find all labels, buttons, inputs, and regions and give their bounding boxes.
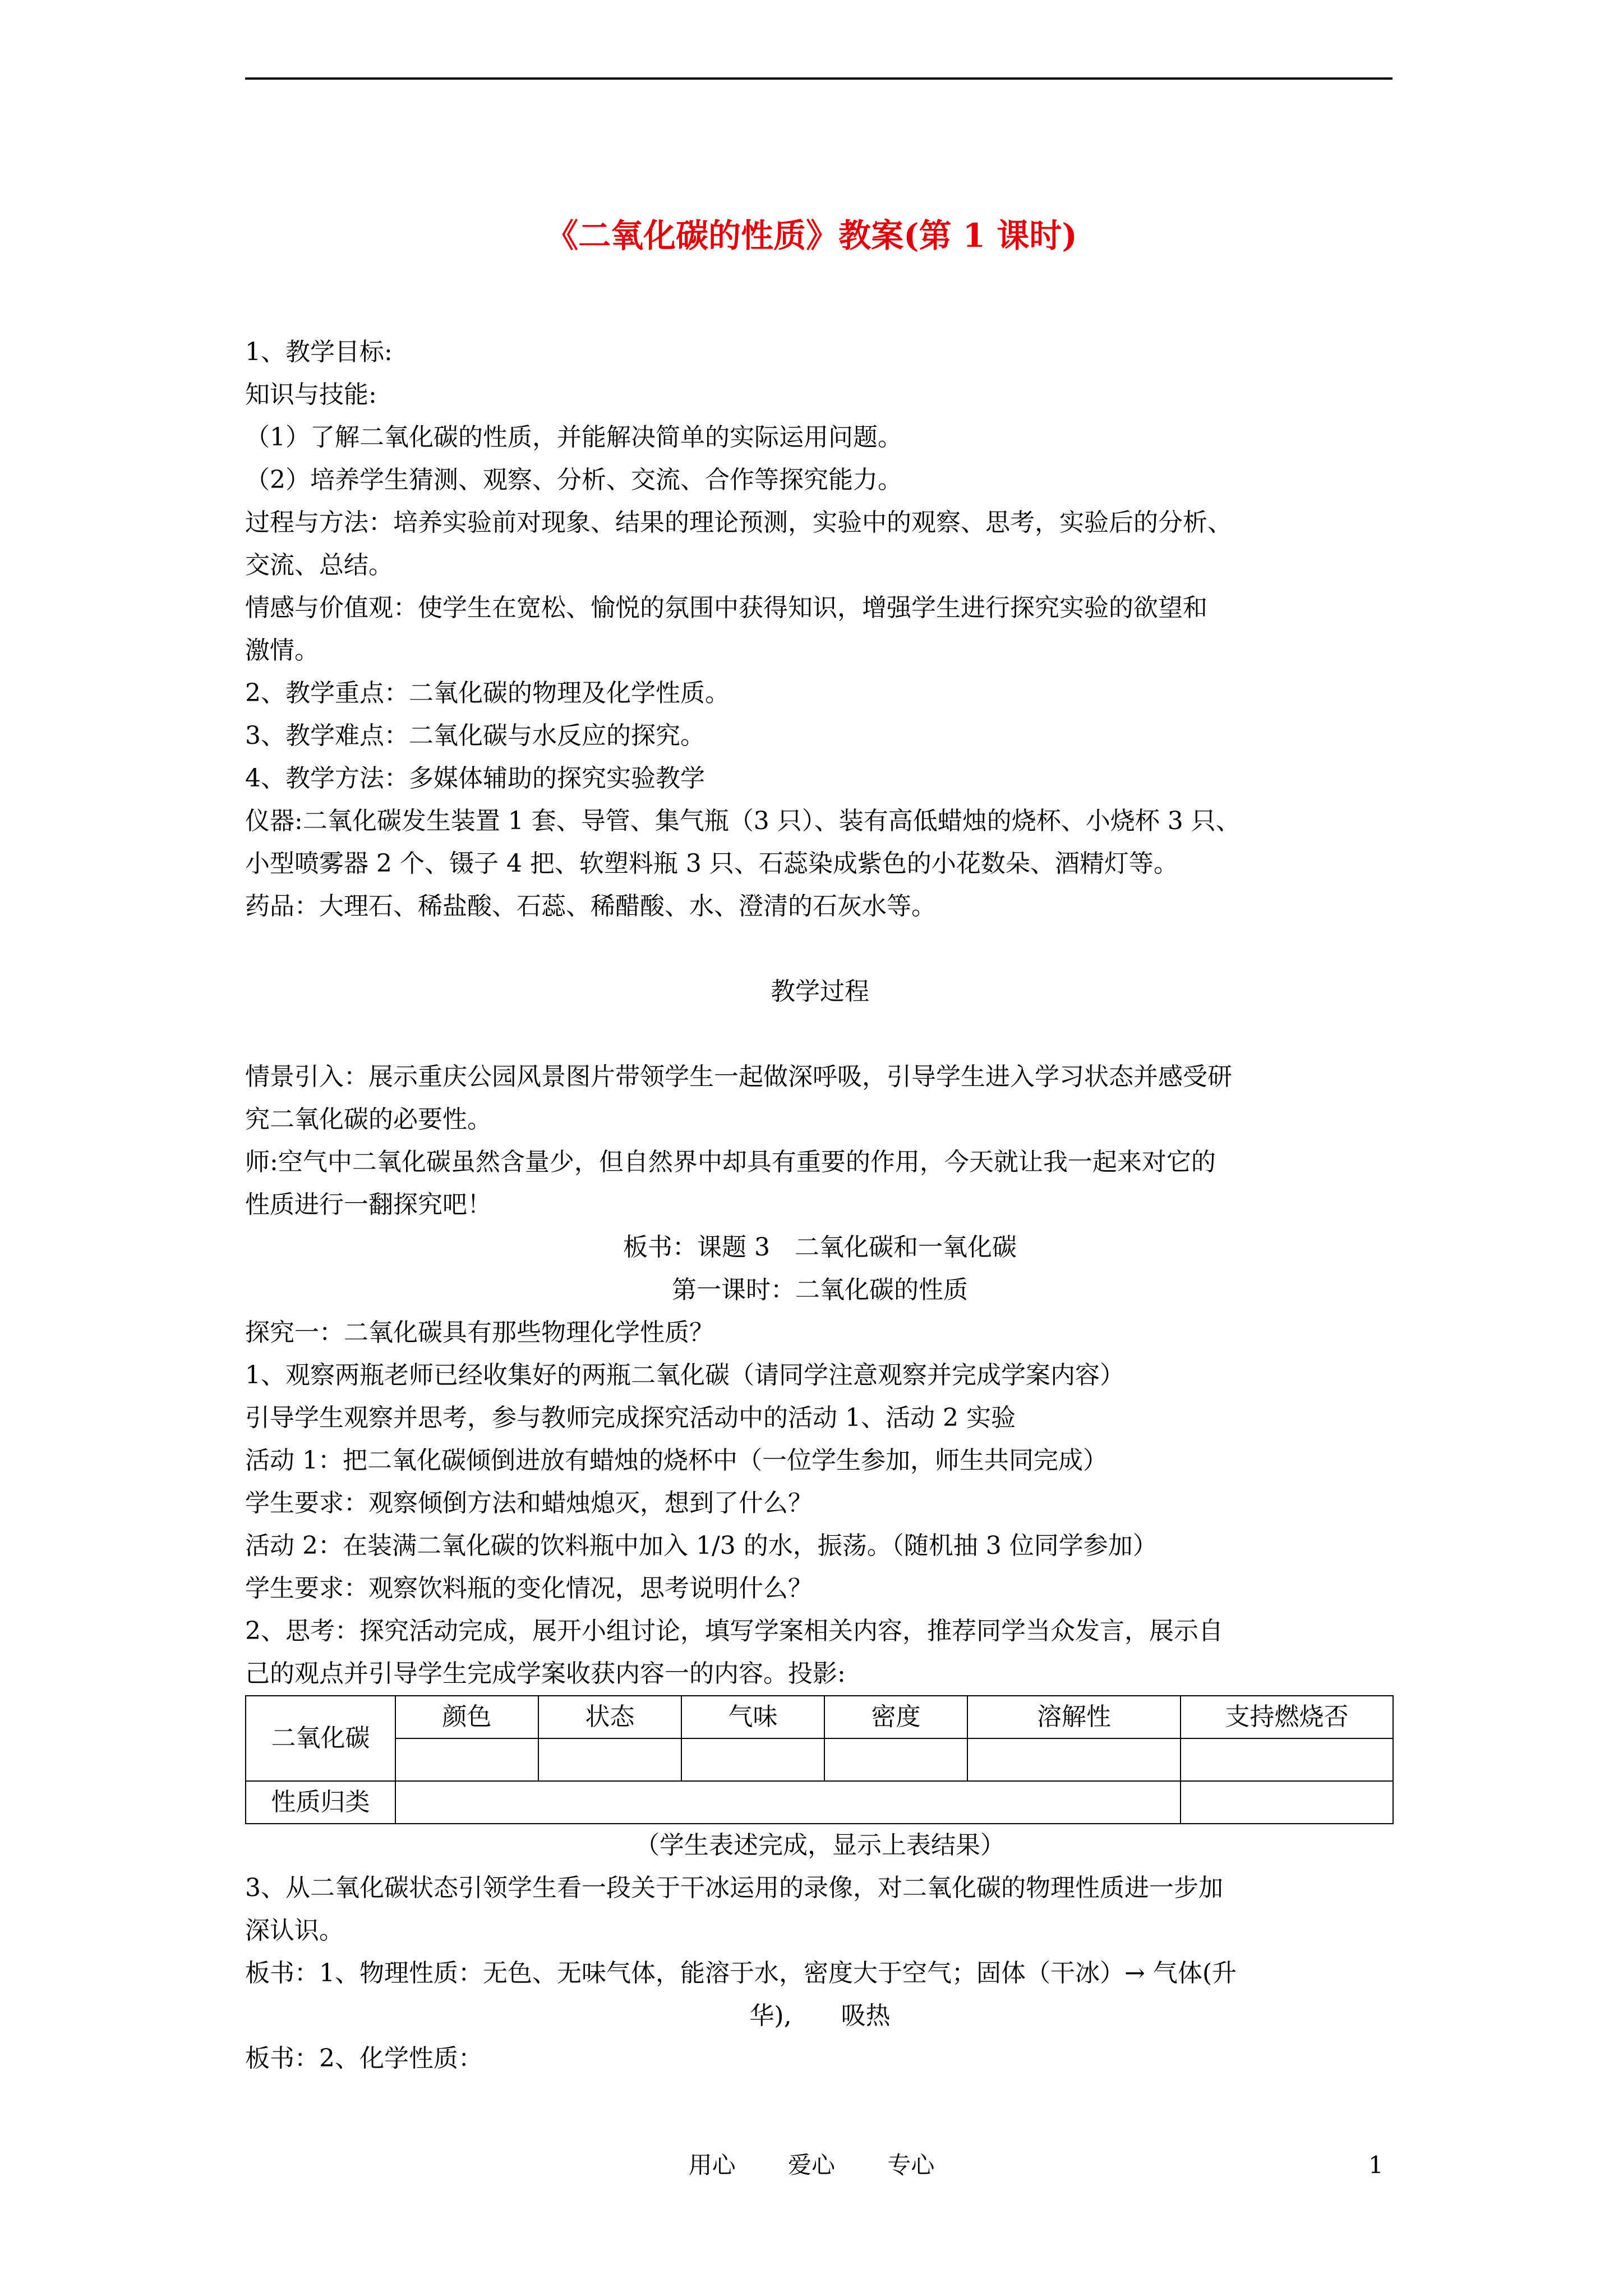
table-cell bbox=[395, 1781, 1181, 1824]
table-header-cell: 气味 bbox=[681, 1696, 824, 1738]
text-line: （2）培养学生猜测、观察、分析、交流、合作等探究能力。 bbox=[245, 466, 902, 494]
text-line: 性质进行一翻探究吧！ bbox=[245, 1190, 492, 1219]
table-cell bbox=[395, 1738, 538, 1781]
table-row bbox=[246, 1696, 1393, 1738]
header-rule bbox=[245, 77, 1393, 80]
intro-section bbox=[245, 1056, 1395, 1226]
table-row bbox=[246, 1738, 1393, 1781]
text-line: 4、教学方法：多媒体辅助的探究实验教学 bbox=[245, 764, 705, 793]
text-line: 引导学生观察并思考，参与教师完成探究活动中的活动 1、活动 2 实验 bbox=[245, 1404, 1016, 1432]
spacer bbox=[245, 1013, 1395, 1056]
text-line: 3、教学难点：二氧化碳与水反应的探究。 bbox=[245, 721, 705, 750]
text-line: 1、观察两瓶老师已经收集好的两瓶二氧化碳（请同学注意观察并完成学案内容） bbox=[245, 1361, 1124, 1389]
text-line: 过程与方法：培养实验前对现象、结果的理论预测，实验中的观察、思考，实验后的分析、 bbox=[245, 508, 1232, 537]
text-line: （1）了解二氧化碳的性质，并能解决简单的实际运用问题。 bbox=[245, 423, 902, 452]
text-line: 活动 2：在装满二氧化碳的饮料瓶中加入 1/3 的水，振荡。（随机抽 3 位同学参加） bbox=[245, 1531, 1158, 1560]
text-line: 学生要求：观察倾倒方法和蜡烛熄灭，想到了什么？ bbox=[245, 1489, 813, 1517]
table-cell bbox=[1181, 1738, 1393, 1781]
physical-properties-section bbox=[245, 1867, 1395, 2080]
table-cell bbox=[538, 1738, 681, 1781]
text-line: 板书：2、化学性质： bbox=[245, 2044, 483, 2073]
table-header-cell: 状态 bbox=[538, 1696, 681, 1738]
table-row-header: 二氧化碳 bbox=[246, 1696, 395, 1781]
text-line: 激情。 bbox=[245, 636, 319, 665]
text-line: 2、思考：探究活动完成，展开小组讨论，填写学案相关内容，推荐同学当众发言，展示自 bbox=[245, 1617, 1223, 1645]
page-number: 1 bbox=[1368, 2151, 1384, 2179]
text-line: 知识与技能: bbox=[245, 380, 377, 409]
table-header-cell: 溶解性 bbox=[967, 1696, 1181, 1738]
text-line: 师:空气中二氧化碳虽然含量少，但自然界中却具有重要的作用，今天就让我一起来对它的 bbox=[245, 1148, 1216, 1176]
text-line: 究二氧化碳的必要性。 bbox=[245, 1105, 492, 1134]
table-header-cell: 颜色 bbox=[395, 1696, 538, 1738]
table-caption: （学生表述完成，显示上表结果） bbox=[635, 1831, 1005, 1860]
table-row bbox=[246, 1781, 1393, 1824]
text-line: 仪器:二氧化碳发生装置 1 套、导管、集气瓶（3 只）、装有高低蜡烛的烧杯、小烧杯 3 只、 bbox=[245, 807, 1241, 835]
text-line: 学生要求：观察饮料瓶的变化情况，思考说明什么？ bbox=[245, 1574, 813, 1603]
section-heading: 教学过程 bbox=[771, 977, 869, 1006]
spacer bbox=[245, 928, 1395, 970]
table-cell bbox=[1181, 1781, 1393, 1824]
document-title: 《二氧化碳的性质》教案(第 1 课时) bbox=[546, 217, 1077, 255]
text-line: 探究一：二氧化碳具有那些物理化学性质？ bbox=[245, 1318, 714, 1347]
table-cell bbox=[824, 1738, 967, 1781]
objectives-section bbox=[245, 331, 1395, 928]
footer-word: 专心 bbox=[887, 2151, 935, 2179]
inquiry-section bbox=[245, 1312, 1395, 1695]
text-line: 深认识。 bbox=[245, 1916, 344, 1945]
table-header-cell: 支持燃烧否 bbox=[1181, 1696, 1393, 1738]
properties-table bbox=[245, 1695, 1394, 1824]
table-cell bbox=[967, 1738, 1181, 1781]
document-body bbox=[245, 331, 1395, 2080]
text-line: 交流、总结。 bbox=[245, 551, 393, 579]
text-line: 小型喷雾器 2 个、镊子 4 把、软塑料瓶 3 只、石蕊染成紫色的小花数朵、酒精灯等。 bbox=[245, 849, 1178, 878]
text-line: 情感与价值观：使学生在宽松、愉悦的氛围中获得知识，增强学生进行探究实验的欲望和 bbox=[245, 593, 1207, 622]
table-cell bbox=[681, 1738, 824, 1781]
board-title: 板书：课题 3 二氧化碳和一氧化碳 bbox=[623, 1233, 1017, 1262]
table-row-header: 性质归类 bbox=[246, 1781, 395, 1824]
text-line: 药品：大理石、稀盐酸、石蕊、稀醋酸、水、澄清的石灰水等。 bbox=[245, 892, 936, 921]
text-line: 1、教学目标: bbox=[245, 338, 393, 366]
text-line: 活动 1：把二氧化碳倾倒进放有蜡烛的烧杯中（一位学生参加，师生共同完成） bbox=[245, 1446, 1108, 1475]
text-line: 板书：1、物理性质：无色、无味气体，能溶于水，密度大于空气；固体（干冰）→ 气体(升 bbox=[245, 1959, 1237, 1987]
text-line: 己的观点并引导学生完成学案收获内容一的内容。投影: bbox=[245, 1659, 846, 1688]
text-line: 2、教学重点：二氧化碳的物理及化学性质。 bbox=[245, 679, 730, 707]
footer-word: 用心 bbox=[688, 2151, 736, 2179]
text-line: 情景引入：展示重庆公园风景图片带领学生一起做深呼吸，引导学生进入学习状态并感受研 bbox=[245, 1062, 1232, 1091]
footer-word: 爱心 bbox=[787, 2151, 835, 2179]
text-line: 3、从二氧化碳状态引领学生看一段关于干冰运用的录像，对二氧化碳的物理性质进一步加 bbox=[245, 1874, 1223, 1902]
table-header-cell: 密度 bbox=[824, 1696, 967, 1738]
text-line: 华), 吸热 bbox=[749, 2001, 891, 2030]
board-subtitle: 第一课时：二氧化碳的性质 bbox=[672, 1276, 968, 1304]
